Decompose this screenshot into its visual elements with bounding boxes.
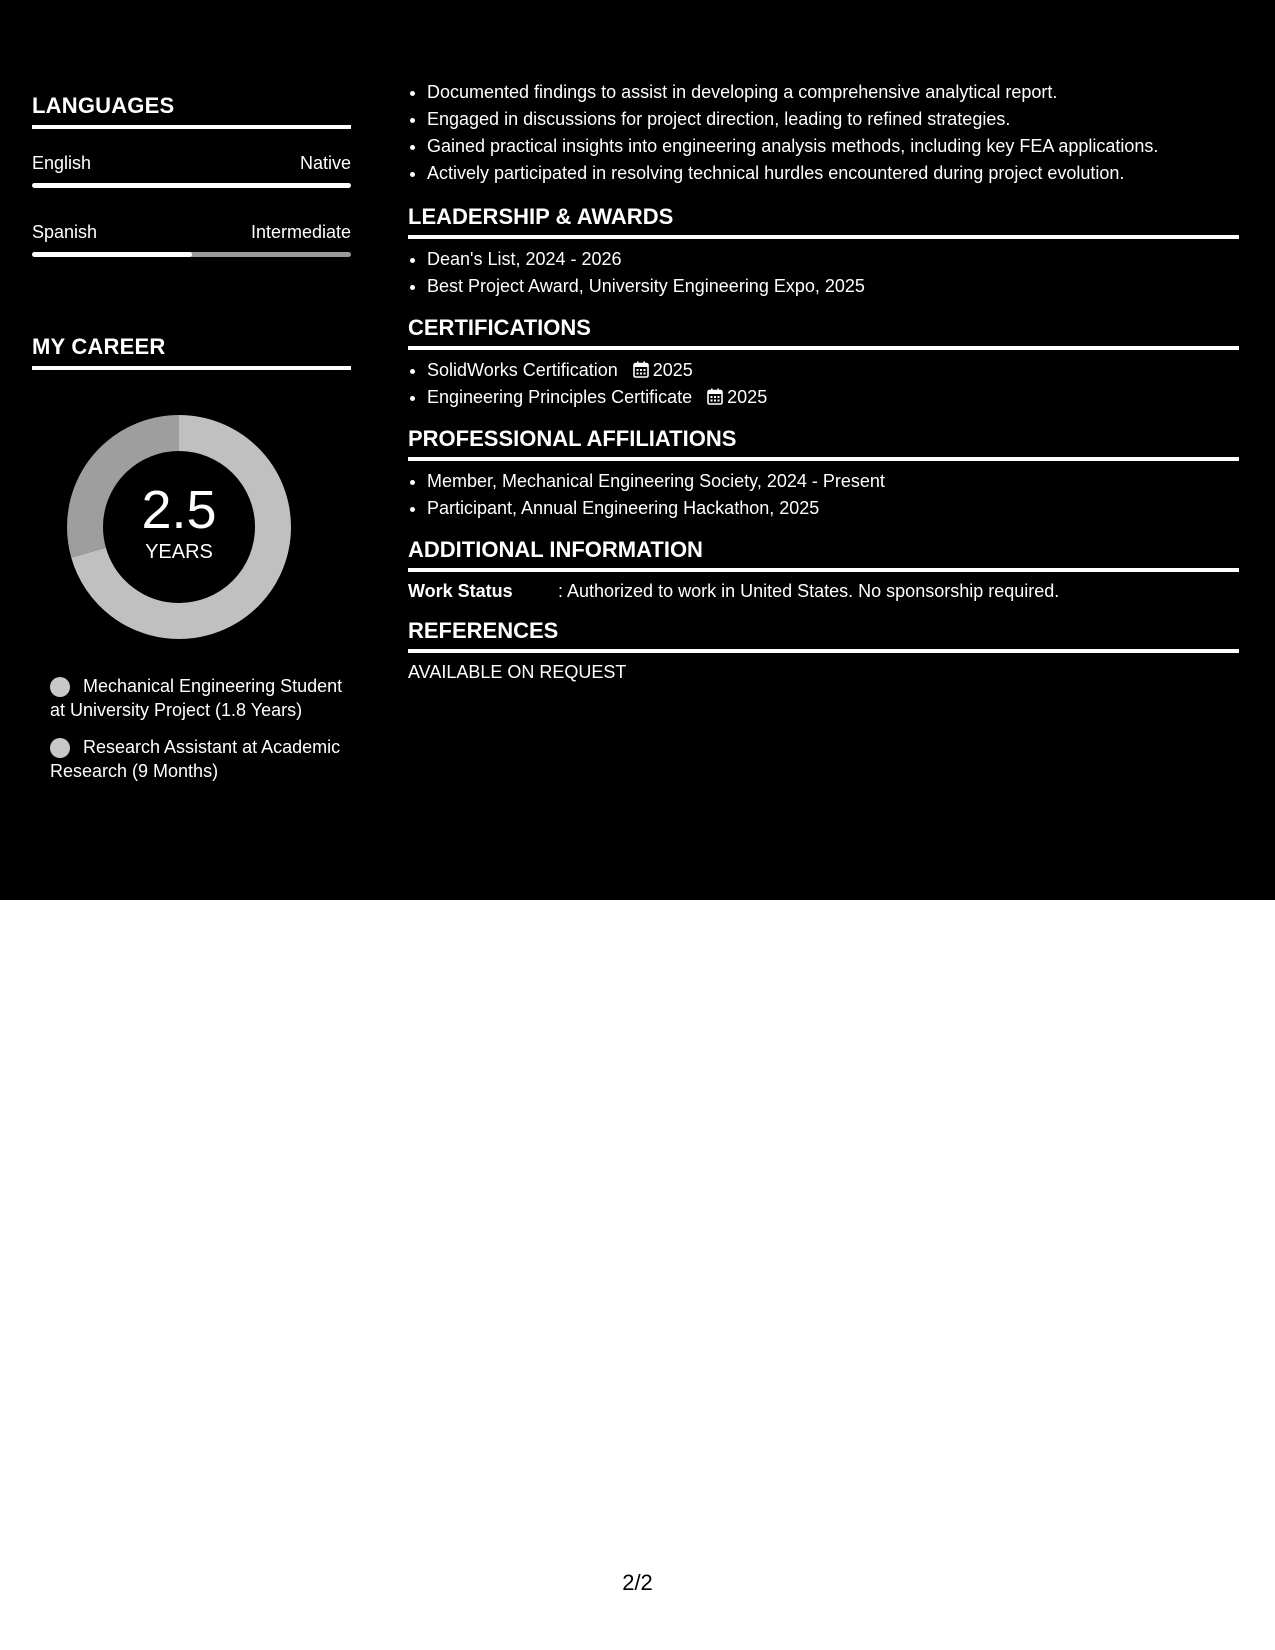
references-section — [408, 618, 1239, 684]
experience-bullet: • Engaged in discussions for project direction, leading to refined strategies. — [427, 106, 1239, 133]
calendar-icon — [633, 361, 649, 378]
leadership-list — [408, 246, 1239, 300]
career-donut-center — [67, 415, 291, 639]
certifications-list — [408, 357, 1239, 411]
certification-name: SolidWorks Certification — [427, 360, 618, 380]
legend-dot-icon — [50, 738, 70, 758]
career-legend-item — [50, 674, 350, 722]
language-item-spanish — [32, 221, 351, 257]
certification-item — [427, 357, 1239, 384]
career-legend-label: Mechanical Engineering Student at University Project (1.8 Years) — [50, 676, 343, 720]
calendar-icon — [707, 388, 723, 405]
experience-bullet: • Documented findings to assist in developing a comprehensive analytical report. — [427, 79, 1239, 106]
career-donut-chart — [67, 415, 291, 639]
experience-bullets — [408, 79, 1239, 187]
references-title: REFERENCES — [408, 618, 1239, 653]
certifications-section — [408, 315, 1239, 411]
language-item-english — [32, 152, 351, 188]
work-status-label: Work Status — [408, 581, 513, 601]
certification-item — [427, 384, 1239, 411]
career-legend-label: Research Assistant at Academic Research (9 Months) — [50, 737, 341, 781]
affiliation-item: • Member, Mechanical Engineering Society, 2024 - Present — [427, 468, 1239, 495]
career-legend — [50, 674, 350, 796]
career-title: MY CAREER — [32, 334, 351, 370]
language-level: Native — [299, 153, 351, 173]
experience-bullet: • Actively participated in resolving technical hurdles encountered during project evolution. — [427, 160, 1239, 187]
affiliation-item: • Participant, Annual Engineering Hackathon, 2025 — [427, 495, 1239, 522]
leadership-title: LEADERSHIP & AWARDS — [408, 204, 1239, 239]
language-name: English — [32, 153, 92, 173]
legend-dot-icon — [50, 677, 70, 697]
page-number: 2/2 — [622, 1570, 653, 1595]
leadership-section — [408, 204, 1239, 300]
leadership-item: • Dean's List, 2024 - 2026 — [427, 246, 1239, 273]
experience-bullet: • Gained practical insights into engineering analysis methods, including key FEA applications. — [427, 133, 1239, 160]
career-total-unit: YEARS — [145, 541, 213, 563]
languages-section — [32, 93, 351, 129]
language-proficiency-fill — [32, 252, 192, 257]
references-text: AVAILABLE ON REQUEST — [408, 662, 627, 682]
affiliations-list — [408, 468, 1239, 522]
language-proficiency-fill — [32, 183, 351, 188]
career-legend-item — [50, 735, 350, 783]
affiliations-title: PROFESSIONAL AFFILIATIONS — [408, 426, 1239, 461]
certification-name: Engineering Principles Certificate — [427, 387, 693, 407]
career-total-value: 2.5 — [141, 480, 217, 540]
language-level: Intermediate — [250, 222, 351, 242]
work-status-row — [408, 579, 1239, 603]
work-status-value: : Authorized to work in United States. No sponsorship required. — [558, 581, 1060, 601]
language-name: Spanish — [32, 222, 98, 242]
career-section — [32, 334, 351, 370]
additional-info-section — [408, 537, 1239, 603]
language-proficiency-bar — [32, 183, 351, 188]
affiliations-section — [408, 426, 1239, 522]
leadership-item: • Best Project Award, University Engineering Expo, 2025 — [427, 273, 1239, 300]
languages-title: LANGUAGES — [32, 93, 351, 129]
additional-info-title: ADDITIONAL INFORMATION — [408, 537, 1239, 572]
certification-year: 2025 — [652, 360, 693, 380]
certification-year: 2025 — [727, 387, 768, 407]
certifications-title: CERTIFICATIONS — [408, 315, 1239, 350]
language-proficiency-bar — [32, 252, 351, 257]
